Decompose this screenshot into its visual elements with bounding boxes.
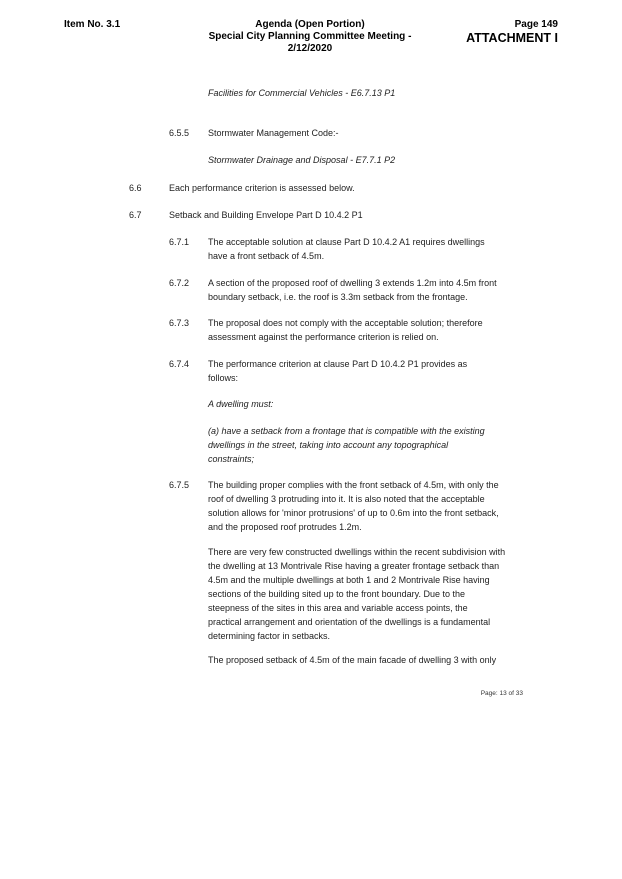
text-line: practical arrangement and orientation of the dwellings is a fundamental <box>208 617 491 627</box>
paragraph <box>208 545 505 643</box>
text-line: boundary setback, i.e. the roof is 3.3m setback from the frontage. <box>208 292 468 302</box>
item-number: Item No. 3.1 <box>64 19 121 30</box>
text-line: solution allows for 'minor protrusions' of up to 0.6m into the front setback, <box>208 508 499 518</box>
page-footer: Page: 13 of 33 <box>480 690 523 697</box>
meeting-title: Special City Planning Committee Meeting - 2/12/2020 <box>208 31 412 54</box>
quoted-heading: A dwelling must: <box>208 399 274 409</box>
section-heading: Each performance criterion is assessed below. <box>169 183 355 193</box>
text-line: The proposal does not comply with the acceptable solution; therefore <box>208 318 483 328</box>
text-line: A section of the proposed roof of dwelling 3 extends 1.2m into 4.5m front <box>208 278 497 288</box>
paragraph <box>208 478 499 534</box>
text-line: determining factor in setbacks. <box>208 631 331 641</box>
text-line: dwellings in the street, taking into account any topographical <box>208 440 449 450</box>
text-line: sections of the building sited up to the front boundary. Due to the <box>208 589 466 599</box>
section-number: 6.7 <box>129 210 142 220</box>
section-number: 6.7.2 <box>169 278 190 288</box>
text-line: steepness of the sites in this area and variable access points, the <box>208 603 468 613</box>
text-line: have a front setback of 4.5m. <box>208 251 325 261</box>
paragraph <box>208 357 467 385</box>
paragraph <box>208 276 497 304</box>
text-line: The performance criterion at clause Part D 10.4.2 P1 provides as <box>208 359 468 369</box>
stormwater-line: Stormwater Drainage and Disposal - E7.7.1 P2 <box>208 155 396 165</box>
facilities-line: Facilities for Commercial Vehicles - E6.7.13 P1 <box>208 88 396 98</box>
text-line: (a) have a setback from a frontage that is compatible with the existing <box>208 426 485 436</box>
text-line: 4.5m and the multiple dwellings at both 1 and 2 Montrivale Rise having <box>208 575 490 585</box>
section-number: 6.7.4 <box>169 359 190 369</box>
paragraph: The proposed setback of 4.5m of the main facade of dwelling 3 with only <box>208 655 497 665</box>
text-line: roof of dwelling 3 protruding into it. It is also noted that the acceptable <box>208 494 485 504</box>
section-number: 6.7.3 <box>169 318 190 328</box>
agenda-title: Agenda (Open Portion) <box>255 19 365 30</box>
text-line: The acceptable solution at clause Part D 10.4.2 A1 requires dwellings <box>208 237 485 247</box>
section-heading: Setback and Building Envelope Part D 10.4.2 P1 <box>169 210 363 220</box>
text-line: assessment against the performance criterion is relied on. <box>208 332 439 342</box>
paragraph <box>208 235 485 263</box>
attachment-label: ATTACHMENT I <box>466 31 558 45</box>
text-line: The building proper complies with the front setback of 4.5m, with only the <box>208 480 499 490</box>
page-number: Page 149 <box>514 19 558 30</box>
section-heading: Stormwater Management Code:- <box>208 128 339 138</box>
quoted-criterion <box>208 424 485 466</box>
text-line: constraints; <box>208 454 255 464</box>
text-line: follows: <box>208 373 239 383</box>
text-line: There are very few constructed dwellings within the recent subdivision with <box>208 547 506 557</box>
paragraph <box>208 316 483 344</box>
section-number: 6.7.5 <box>169 480 190 490</box>
section-number: 6.5.5 <box>169 128 190 138</box>
section-number: 6.7.1 <box>169 237 190 247</box>
text-line: the dwelling at 13 Montrivale Rise having a greater frontage setback than <box>208 561 500 571</box>
agenda-header <box>190 19 430 55</box>
text-line: and the proposed roof protrudes 1.2m. <box>208 522 362 532</box>
page-header <box>466 19 558 45</box>
section-number: 6.6 <box>129 183 142 193</box>
